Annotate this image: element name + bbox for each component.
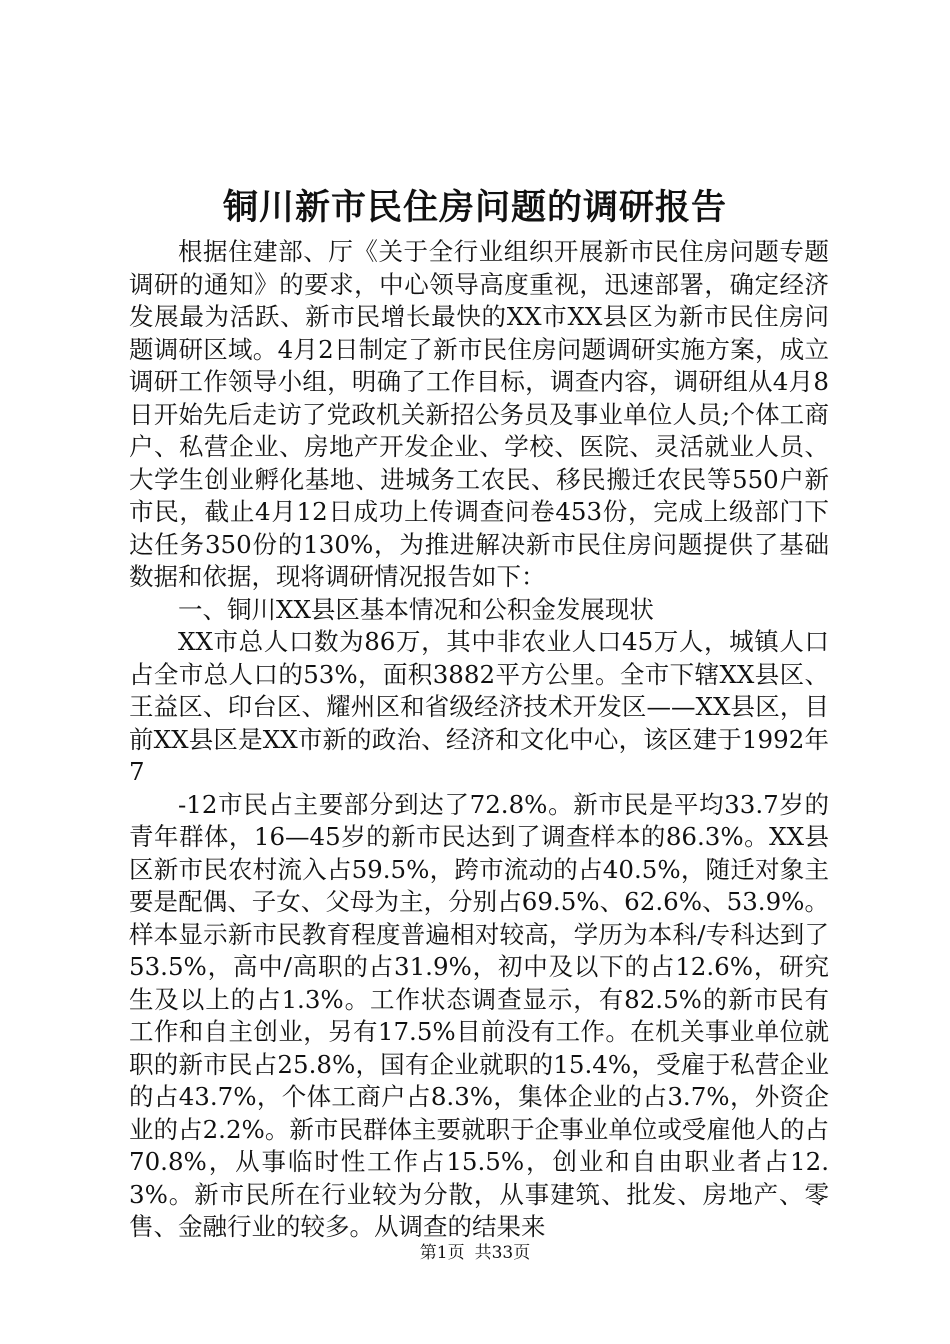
page-total: 共33页 bbox=[474, 1243, 531, 1263]
page-footer bbox=[0, 1241, 950, 1265]
document-body bbox=[129, 236, 829, 1244]
intro-paragraph: 根据住建部、厅《关于全行业组织开展新市民住房问题专题调研的通知》的要求，中心领导高度重视，迅速部署，确定经济发展最为活跃、新市民增长最快的XX市XX县区为新市民住房问题调研区域。4月2日制定了新市民住房问题调研实施方案，成立调研工作领导小组，明确了工作目标，调查内容，调研组从4月8日开始先后走访了党政机关新招公务员及事业单位人员;个体工商户、私营企业、房地产开发企业、学校、医院、灵活就业人员、大学生创业孵化基地、进城务工农民、移民搬迁农民等550户新市民，截止4月12日成功上传调查问卷453份，完成上级部门下达任务350份的130%，为推进解决新市民住房问题提供了基础数据和依据，现将调研情况报告如下： bbox=[129, 237, 829, 591]
statistics-paragraph: -12市民占主要部分到达了72.8%。新市民是平均33.7岁的青年群体，16—45岁的新市民达到了调查样本的86.3%。XX县区新市民农村流入占59.5%，跨市流动的占40.5%，随迁对象主要是配偶、子女、父母为主，分别占69.5%、62.6%、53.9%。样本显示新市民教育程度普遍相对较高，学历为本科/专科达到了53.5%，高中/高职的占31.9%，初中及以下的占12.6%，研究生及以上的占1.3%。工作状态调查显示，有82.5%的新市民有工作和自主创业，另有17.5%目前没有工作。在机关事业单位就职的新市民占25.8%，国有企业就职的15.4%，受雇于私营企业的占43.7%，个体工商户占8.3%，集体企业的占3.7%，外资企业的占2.2%。新市民群体主要就职于企事业单位或受雇他人的占70.8%，从事临时性工作占15.5%，创业和自由职业者占12.3%。新市民所在行业较为分散，从事建筑、批发、房地产、零售、金融行业的较多。从调查的结果来 bbox=[129, 789, 829, 1241]
document-title: 铜川新市民住房问题的调研报告 bbox=[222, 187, 727, 228]
page-number: 第1页 bbox=[419, 1243, 465, 1263]
section-heading: 一、铜川XX县区基本情况和公积金发展现状 bbox=[178, 594, 654, 624]
overview-paragraph: XX市总人口数为86万，其中非农业人口45万人，城镇人口占全市总人口的53%，面积3882平方公里。全市下辖XX县区、王益区、印台区、耀州区和省级经济技术开发区——XX县区，目前XX县区是XX市新的政治、经济和文化中心，该区建于1992年7 bbox=[129, 627, 829, 786]
